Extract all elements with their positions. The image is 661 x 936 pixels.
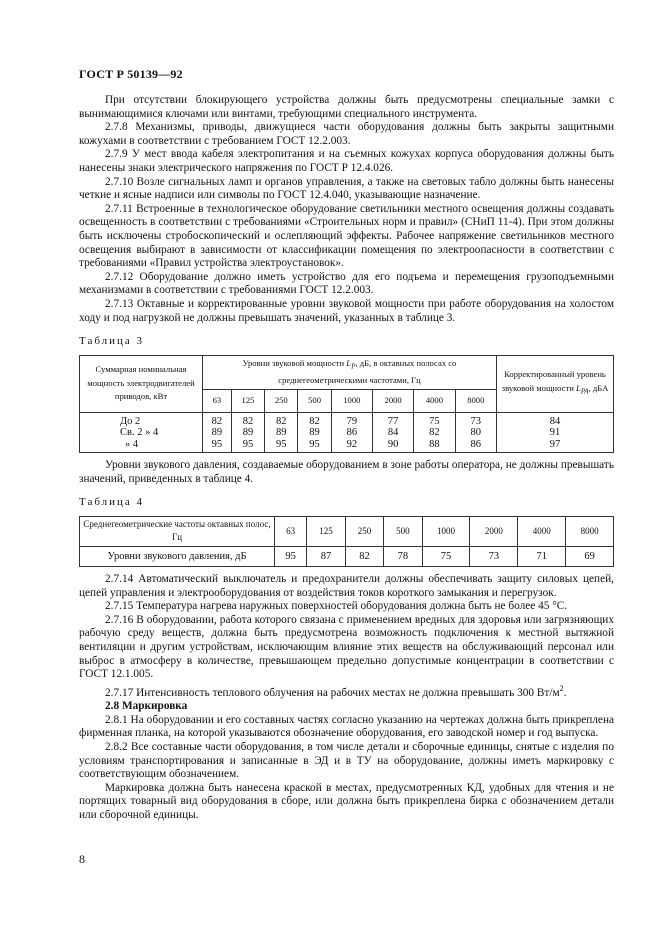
table-row-label: До 2 [120, 415, 141, 427]
paragraph-2-7-17: 2.7.17 Интенсивность теплового облучения на рабочих местах не должна превышать 300 $Вт/м^2$. [105, 683, 567, 699]
freq-header: 500 [384, 516, 422, 546]
section-heading-marking: 2.8 Маркировка [105, 700, 188, 713]
page-number: 8 [79, 852, 85, 866]
paragraph-2-8-2: 2.8.2 Все составные части оборудования, в том числе детали и сборочные единицы, снятые с изделия по условиям транспортирования и записанные в ЭД и в ТУ на оборудование, должны иметь маркировку с соответствующим обозначением. [79, 740, 614, 781]
paragraph-2-7-14: 2.7.14 Автоматический выключатель и предохранители должны обеспечивать защиту силовых цепей, цепей управления и электрооборудования от воздействия токов короткого замыкания и перегрузок. [79, 573, 614, 599]
table-4 [79, 516, 614, 567]
table-cell: 82 [345, 547, 383, 567]
paragraph-2-7-15: 2.7.15 Температура нагрева наружных поверхностей оборудования должна быть не более 45 °С. [105, 600, 568, 613]
freq-header: 2000 [470, 516, 518, 546]
table-3-corrected-header: Корректированный уровень звуковой мощности $L_{PA}$, дБА [497, 355, 614, 412]
freq-header: 63 [203, 389, 232, 412]
table-4-freq-label: Среднегеометрические частоты октавных полос, Гц [80, 516, 275, 546]
table-3 [79, 355, 614, 453]
table-3-col-2000: 77 84 90 [372, 412, 413, 453]
table-3-group-header: Уровни звуковой мощности $L_P$, дБ, в октавных полосах со среднегеометрическими частотами, Гц [203, 355, 497, 389]
table-cell: 78 [384, 547, 422, 567]
table-3-col-500: 82 89 95 [298, 412, 331, 453]
freq-header: 4000 [414, 389, 455, 412]
table-row-label: » 4 [125, 438, 139, 450]
freq-header: 125 [307, 516, 345, 546]
table-4-level-label: Уровни звукового давления, дБ [80, 547, 275, 567]
freq-header: 125 [231, 389, 264, 412]
table-3-col-8000: 73 80 86 [455, 412, 496, 453]
paragraph-2-7-10: 2.7.10 Возле сигнальных ламп и органов управления, а также на световых табло должны быть нанесены четкие и ясные надписи или символы по ГОСТ 12.4.040, указывающие назначение. [79, 175, 614, 202]
freq-header: 8000 [455, 389, 496, 412]
table-cell: 69 [566, 547, 614, 567]
paragraph-2-7-16: 2.7.16 В оборудовании, работа которого связана с применением вредных для здоровья или загрязняющих рабочую среду веществ, должна быть предусмотрена возможность подключения к местной вытяжной вентиляции и другим устройствам, исключающим влияние этих веществ на обслуживающий персонал или выброс в атмосферу в количестве, превышающем предельно допустимые концентрации в соответствии с ГОСТ 12.1.005. [79, 613, 614, 681]
freq-header: 1000 [331, 389, 372, 412]
table-3-col-63: 82 89 95 [203, 412, 232, 453]
table-cell: 75 [422, 547, 470, 567]
document-code-header: ГОСТ Р 50139—92 [79, 67, 183, 81]
freq-header: 4000 [518, 516, 566, 546]
table-3-power-column [80, 412, 203, 453]
table-row-label: Св. 2 » 4 [120, 427, 159, 439]
paragraph-2-7-9: 2.7.9 У мест ввода кабеля электропитания и на съемных кожухах корпуса оборудования должны быть нанесены знаки электрического напряжения по ГОСТ Р 12.4.026. [79, 148, 614, 174]
paragraph-2-7-8: 2.7.8 Механизмы, приводы, движущиеся части оборудования должны быть закрыты защитными кожухами в соответствии с требованием ГОСТ 12.2.003. [79, 121, 614, 147]
paragraph-marking-paint: Маркировка должна быть нанесена краской в местах, предусмотренных КД, удобных для чтения и не портящих товарный вид оборудования в сборе, или должна быть прикреплена бирка с обозначением детали или сборочной единицы. [79, 781, 614, 821]
freq-header: 500 [298, 389, 331, 412]
table-3-col-250: 82 89 95 [265, 412, 298, 453]
table-3-col1-header: Суммарная номинальная мощность электродвигателей приводов, кВт [80, 355, 203, 412]
table-3-caption: Таблица 3 [79, 335, 145, 348]
table-3-col-125: 82 89 95 [231, 412, 264, 453]
paragraph-2-8-1: 2.8.1 На оборудовании и его составных частях согласно указанию на чертежах должна быть прикреплена фирменная планка, на которой указываются обозначение оборудования, его заводской номер и год выпуска. [79, 713, 614, 740]
freq-header: 1000 [422, 516, 470, 546]
freq-header: 8000 [566, 516, 614, 546]
paragraph: При отсутствии блокирующего устройства должны быть предусмотрены специальные замки с вынимающимися ключами или винтами, требующими специального инструмента. [79, 94, 614, 120]
table-cell: 87 [307, 547, 345, 567]
table-3-col-1000: 79 86 92 [331, 412, 372, 453]
table-cell: 73 [470, 547, 518, 567]
table-3-col-4000: 75 82 88 [414, 412, 455, 453]
freq-header: 63 [275, 516, 307, 546]
paragraph-2-7-12: 2.7.12 Оборудование должно иметь устройство для его подъема и перемещения грузоподъемными механизмами в соответствии с требованиями ГОСТ 12.2.003. [79, 270, 614, 297]
table-3-corrected-column: 84 91 97 [497, 412, 614, 453]
freq-header: 250 [345, 516, 383, 546]
document-body [79, 94, 614, 823]
table-cell: 95 [275, 547, 307, 567]
paragraph-2-7-13: 2.7.13 Октавные и корректированные уровни звуковой мощности при работе оборудования на холостом ходу и под нагрузкой не должны превышать значений, указанных в таблице 3. [79, 297, 614, 324]
paragraph-2-7-11: 2.7.11 Встроенные в технологическое оборудование светильники местного освещения должны создавать освещенность в соответствии с требованиями «Строительных норм и правил» (СНиП 11-4). При этом должны быть исключены стробоскопический и ослепляющий эффекты. Рабочее напряжение светильников местного освещения выбирают в зависимости от классификации помещения по электроопасности в соответствии с требованиями «Правил устройства электроустановок». [79, 202, 614, 270]
table-cell: 71 [518, 547, 566, 567]
freq-header: 250 [265, 389, 298, 412]
freq-header: 2000 [372, 389, 413, 412]
paragraph-sound-pressure: Уровни звукового давления, создаваемые оборудованием в зоне работы оператора, не должны превышать значений, приведенных в таблице 4. [79, 459, 614, 485]
table-4-caption: Таблица 4 [79, 496, 145, 509]
